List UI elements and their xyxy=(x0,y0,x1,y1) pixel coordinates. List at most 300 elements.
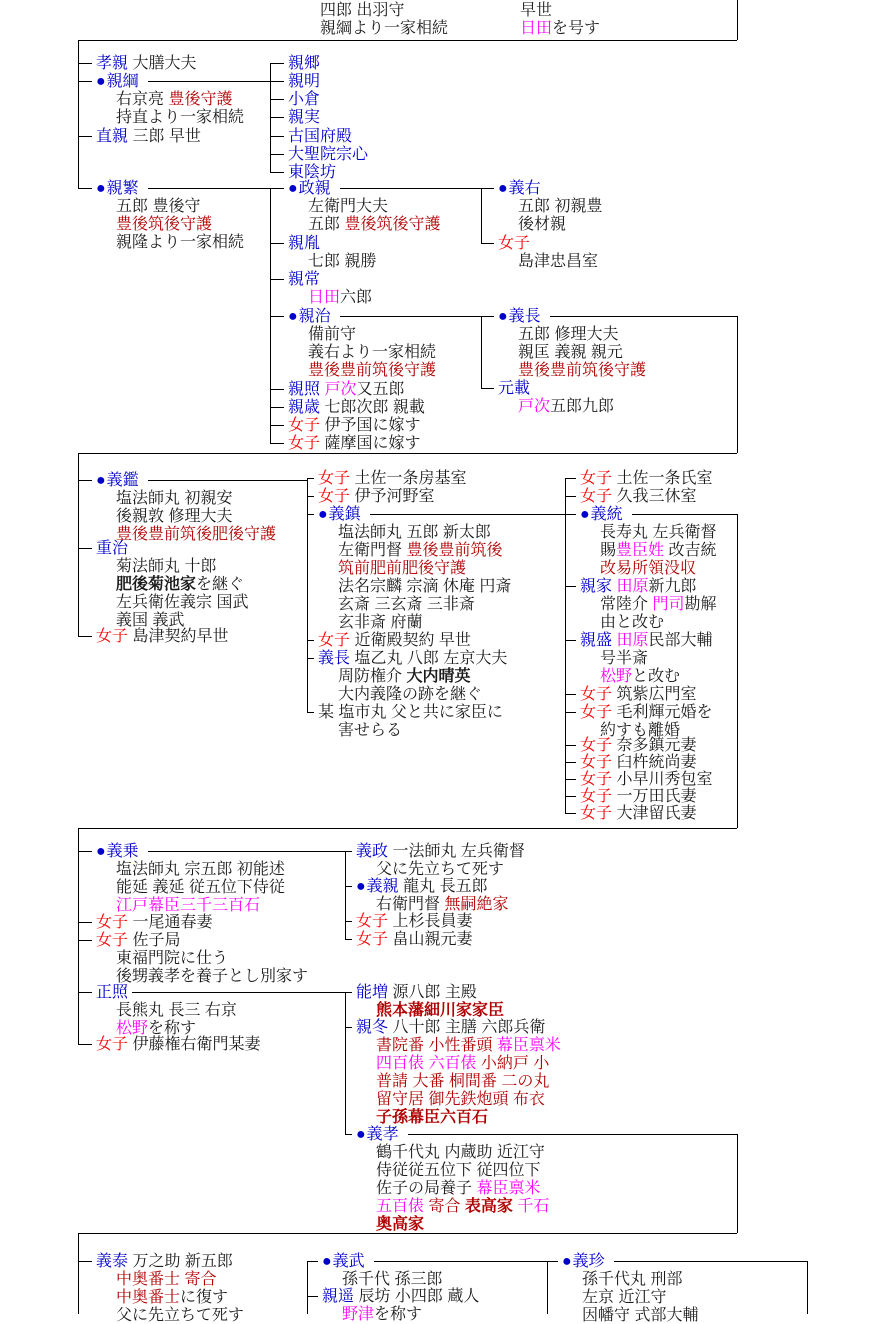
text-run: に復す xyxy=(180,1289,229,1306)
text-run: 父に先立ちて死す xyxy=(116,1307,244,1324)
person-name xyxy=(356,984,477,1001)
person-name xyxy=(580,805,696,822)
text-run: 伊予河野室 xyxy=(350,488,435,505)
text-run: 大聖院宗心 xyxy=(288,146,369,163)
person-name xyxy=(288,55,320,72)
person-detail xyxy=(376,1073,549,1090)
person-detail xyxy=(116,594,248,611)
text-run: 親家 xyxy=(580,578,613,595)
tick-line xyxy=(481,243,494,244)
text-run: 玄非斎 府蘭 xyxy=(338,614,423,631)
text-run: 正照 xyxy=(96,984,129,1001)
person-name xyxy=(498,180,541,197)
text-run: 菊法師丸 十郎 xyxy=(116,558,217,575)
tick-line xyxy=(345,939,352,940)
person-detail xyxy=(338,560,466,577)
person-name xyxy=(580,754,696,771)
person-detail xyxy=(116,198,200,215)
text-run: 某 塩市丸 父と共に家臣に xyxy=(318,704,503,721)
person-detail xyxy=(600,614,664,631)
connector-line xyxy=(408,1134,737,1135)
tick-line xyxy=(547,1261,558,1262)
person-detail xyxy=(308,198,388,215)
tick-line xyxy=(78,922,92,923)
tick-line xyxy=(565,813,576,814)
person-name xyxy=(356,1126,399,1143)
heir-bullet-icon: ● xyxy=(96,73,106,90)
text-run: 親匡 義親 親元 xyxy=(518,344,623,361)
connector-line xyxy=(132,992,345,993)
person-detail xyxy=(600,596,716,613)
text-run: 豊後豊前筑後守護 xyxy=(308,362,437,379)
text-run: 田原 xyxy=(616,578,649,595)
text-run: 小倉 xyxy=(288,91,321,108)
connector-line xyxy=(148,851,345,852)
person-name xyxy=(96,932,180,949)
tick-line xyxy=(307,514,314,515)
text-run: 親冬 xyxy=(356,1019,389,1036)
person-detail xyxy=(376,861,504,878)
person-name xyxy=(322,1253,365,1270)
text-run: 土佐一条氏室 xyxy=(612,470,713,487)
person-name xyxy=(96,1036,260,1053)
tick-line xyxy=(307,478,314,479)
person-detail xyxy=(116,216,212,233)
person-detail xyxy=(116,897,260,914)
person-name xyxy=(96,540,128,557)
person-detail xyxy=(116,526,276,543)
person-name xyxy=(580,771,712,788)
text-run: 豊後筑後守護 xyxy=(344,216,441,233)
person-name xyxy=(356,913,472,930)
tick-line xyxy=(565,640,576,641)
text-run: 女子 xyxy=(580,470,613,487)
text-run: 土佐一条房基室 xyxy=(350,470,467,487)
person-name xyxy=(288,435,420,452)
person-name xyxy=(498,235,530,252)
text-run: 五郎 初親豊 xyxy=(518,198,603,215)
text-run: 早世 xyxy=(520,2,553,19)
person-detail xyxy=(518,398,614,415)
tick-line xyxy=(78,188,92,189)
text-run: 田原 xyxy=(616,632,649,649)
person-name xyxy=(498,380,530,397)
connector-line xyxy=(807,1261,808,1314)
text-run: 備前守 xyxy=(308,326,357,343)
text-run: 女子 xyxy=(288,435,321,452)
tick-line xyxy=(565,796,576,797)
text-run: 後親敦 修理大夫 xyxy=(116,508,233,525)
text-run: 義孝 xyxy=(366,1126,399,1143)
connector-line xyxy=(148,188,270,189)
person-detail xyxy=(338,578,511,595)
text-run: 親盛 xyxy=(580,632,613,649)
tick-line xyxy=(307,1261,318,1262)
text-run: 又五郎 xyxy=(356,381,405,398)
tick-line xyxy=(270,136,284,137)
tick-line xyxy=(78,81,92,82)
text-run: 父に先立ちて死す xyxy=(376,861,504,878)
tick-line xyxy=(345,886,352,887)
text-run: 女子 xyxy=(356,913,389,930)
text-run: 改易所領没収 xyxy=(600,560,697,577)
person-detail xyxy=(376,1091,545,1108)
text-run: 六郎 xyxy=(340,289,373,306)
text-run: 大内義隆の跡を継ぐ xyxy=(338,686,483,703)
connector-line xyxy=(481,188,482,243)
tick-line xyxy=(270,407,284,408)
text-run: 五百俵 xyxy=(376,1198,425,1215)
text-run: 女子 xyxy=(96,914,129,931)
text-run: 能延 義延 従五位下侍従 xyxy=(116,879,285,896)
text-run: 持直より一家相続 xyxy=(116,109,245,126)
tick-line xyxy=(270,316,284,317)
person-name xyxy=(318,488,434,505)
connector-line xyxy=(148,81,270,82)
text-run: 女子 xyxy=(580,771,613,788)
person-detail xyxy=(518,198,602,215)
connector-line xyxy=(632,514,737,515)
heir-bullet-icon: ● xyxy=(498,180,508,197)
text-run: 寄合 xyxy=(428,1198,465,1215)
text-run: 筑紫広門室 xyxy=(612,686,697,703)
text-run: 親照 xyxy=(288,381,321,398)
connector-line xyxy=(340,188,481,189)
text-run: 直親 xyxy=(96,128,129,145)
tick-line xyxy=(78,940,92,941)
text-run: 親明 xyxy=(288,73,321,90)
text-run: 源八郎 主殿 xyxy=(388,984,477,1001)
connector-line xyxy=(78,828,737,829)
tick-line xyxy=(565,745,576,746)
text-run: 左兵衛佐義宗 国武 xyxy=(116,594,249,611)
person-detail xyxy=(308,253,376,270)
person-detail xyxy=(308,289,372,306)
text-run: 親綱 xyxy=(106,73,139,90)
text-run: 一法師丸 左兵衛督 xyxy=(388,843,525,860)
text-run: 豊後筑後守護 xyxy=(116,216,213,233)
text-run: 義長 xyxy=(508,308,541,325)
text-run: 五郎 xyxy=(308,216,345,233)
text-run: 一尾通春妻 xyxy=(128,914,213,931)
text-run: 伊藤権右衛門某妻 xyxy=(128,1036,261,1053)
text-run: 日田 xyxy=(520,20,553,37)
person-name xyxy=(288,91,320,108)
tick-line xyxy=(565,478,576,479)
tick-line xyxy=(345,992,352,993)
text-run: 親遥 xyxy=(322,1288,355,1305)
text-run: 女子 xyxy=(580,788,613,805)
text-run: 義武 xyxy=(332,1253,365,1270)
text-run: 八十郎 主膳 六郎兵衛 xyxy=(388,1019,546,1036)
text-run: 義泰 xyxy=(96,1253,129,1270)
person-name xyxy=(318,470,466,487)
text-run: 豊後豊前筑後肥後守護 xyxy=(116,526,277,543)
text-run: 親繁 xyxy=(106,180,139,197)
person-name xyxy=(356,843,525,860)
text-run: 親常 xyxy=(288,271,321,288)
heir-bullet-icon: ● xyxy=(356,878,366,895)
text-run: 松野 xyxy=(116,1020,149,1037)
text-run: 幕臣禀米 xyxy=(496,1037,561,1054)
tick-line xyxy=(78,992,92,993)
heir-bullet-icon: ● xyxy=(498,308,508,325)
text-run: 右衛門督 xyxy=(376,896,445,913)
tick-line xyxy=(481,188,494,189)
tick-line xyxy=(78,136,92,137)
text-run: 豊後豊前筑後 xyxy=(406,542,503,559)
person-detail xyxy=(338,542,502,559)
connector-line xyxy=(78,40,737,41)
text-run: 小納戸 小 xyxy=(480,1055,550,1072)
text-run: 辰坊 小四郎 蔵人 xyxy=(354,1288,480,1305)
tick-line xyxy=(345,1134,352,1135)
person-detail xyxy=(600,560,696,577)
heir-bullet-icon: ● xyxy=(288,180,298,197)
tick-line xyxy=(270,279,284,280)
person-name xyxy=(288,235,320,252)
text-run: 法名宗麟 宗滴 休庵 円斎 xyxy=(338,578,512,595)
text-run: 女子 xyxy=(96,932,129,949)
text-run: 女子 xyxy=(580,737,613,754)
person-name xyxy=(96,984,128,1001)
text-run: 豊臣姓 xyxy=(616,542,665,559)
person-detail xyxy=(376,1109,488,1126)
tick-line xyxy=(565,779,576,780)
connector-line xyxy=(550,316,737,317)
text-run: 大津留氏妻 xyxy=(612,805,697,822)
person-detail xyxy=(308,344,436,361)
text-run: 由と改む xyxy=(600,614,665,631)
connector-line xyxy=(78,1233,79,1314)
person-name xyxy=(580,578,697,595)
tick-line xyxy=(565,586,576,587)
text-run: 塩法師丸 宗五郎 初能述 xyxy=(116,861,285,878)
text-run: 義長 xyxy=(318,650,351,667)
person-name xyxy=(96,843,139,860)
person-name xyxy=(356,1019,545,1036)
person-detail xyxy=(600,524,716,541)
person-detail xyxy=(338,686,482,703)
person-name xyxy=(288,381,405,398)
person-name xyxy=(96,128,201,145)
text-run: 女子 xyxy=(580,754,613,771)
person-detail xyxy=(376,896,508,913)
tick-line xyxy=(565,496,576,497)
tick-line xyxy=(565,712,576,713)
person-name xyxy=(318,632,471,649)
person-detail xyxy=(116,576,244,593)
tick-line xyxy=(345,851,352,852)
person-name xyxy=(356,878,488,895)
text-run: 佐子の局養子 xyxy=(376,1180,477,1197)
person-detail xyxy=(338,722,402,739)
text-run: 熊本藩細川家家臣 xyxy=(376,1002,505,1019)
text-run: 因幡守 式部大輔 xyxy=(582,1307,699,1324)
person-name xyxy=(288,180,331,197)
person-detail xyxy=(116,490,232,507)
person-detail xyxy=(518,362,646,379)
person-name xyxy=(580,470,712,487)
text-run: 久我三休室 xyxy=(612,488,697,505)
text-run: 塩乙丸 八郎 左京大夫 xyxy=(350,650,508,667)
person-detail xyxy=(518,326,618,343)
text-run: 義親 xyxy=(366,878,399,895)
person-name xyxy=(322,1288,479,1305)
text-run: 五郎 豊後守 xyxy=(116,198,201,215)
text-run: 書院番 小性番頭 xyxy=(376,1037,497,1054)
text-run: 留守居 御先鉄炮頭 布衣 xyxy=(376,1091,545,1108)
text-run: 約すも離婚 xyxy=(600,722,681,739)
tick-line xyxy=(565,762,576,763)
text-run: 義統 xyxy=(590,506,623,523)
text-run: 日田 xyxy=(308,289,341,306)
person-detail xyxy=(376,1216,424,1233)
person-detail xyxy=(320,20,448,37)
heir-bullet-icon: ● xyxy=(96,472,106,489)
person-name xyxy=(580,686,696,703)
text-run: 親郷 xyxy=(288,55,321,72)
person-detail xyxy=(338,668,470,685)
person-detail xyxy=(116,1271,216,1288)
person-detail xyxy=(376,1180,540,1197)
text-run: 戸次 xyxy=(518,398,551,415)
text-run: 孝親 xyxy=(96,55,129,72)
text-run: 後甥義孝を養子とし別家す xyxy=(116,968,309,985)
text-run: 奈多鎮元妻 xyxy=(612,737,697,754)
text-run: 東福門院に仕う xyxy=(116,950,229,967)
person-detail xyxy=(600,650,648,667)
text-run: 無嗣絶家 xyxy=(444,896,509,913)
person-name xyxy=(96,472,139,489)
text-run: 侍従従五位下 従四位下 xyxy=(376,1162,541,1179)
text-run: 塩法師丸 初親安 xyxy=(116,490,233,507)
person-detail xyxy=(116,234,244,251)
heir-bullet-icon: ● xyxy=(96,843,106,860)
person-name xyxy=(96,628,228,645)
connector-line xyxy=(148,480,307,481)
text-run: 門司 xyxy=(652,596,685,613)
text-run: 親綱より一家相続 xyxy=(320,20,449,37)
tick-line xyxy=(78,1044,92,1045)
text-run: 子孫幕臣六百石 xyxy=(376,1109,489,1126)
text-run: 大内晴英 xyxy=(406,668,471,685)
text-run: 新九郎 xyxy=(648,578,697,595)
connector-line xyxy=(78,453,737,454)
tick-line xyxy=(78,636,92,637)
text-run: 小早川秀包室 xyxy=(612,771,713,788)
tick-line xyxy=(78,1261,92,1262)
person-name xyxy=(288,417,420,434)
text-run: 政親 xyxy=(298,180,331,197)
text-run: 民部大輔 xyxy=(648,632,713,649)
text-run: 筑前肥前肥後守護 xyxy=(338,560,467,577)
person-detail xyxy=(376,1198,549,1215)
text-run: 後材親 xyxy=(518,216,567,233)
text-run: 改吉統 xyxy=(664,542,717,559)
person-detail xyxy=(308,326,356,343)
connector-line xyxy=(737,0,738,40)
tick-line xyxy=(270,154,284,155)
text-run: 千石 xyxy=(517,1198,550,1215)
person-name xyxy=(288,308,331,325)
text-run: 七郎 親勝 xyxy=(308,253,377,270)
text-run: 義鎮 xyxy=(328,506,361,523)
person-name xyxy=(562,1253,605,1270)
connector-line xyxy=(78,828,79,1044)
text-run: 島津契約早世 xyxy=(128,628,229,645)
connector-line xyxy=(737,316,738,453)
connector-line xyxy=(78,1233,737,1234)
person-name xyxy=(288,109,320,126)
person-name xyxy=(356,931,472,948)
text-run: 臼杵統尚妻 xyxy=(612,754,697,771)
text-run: 幕臣禀米 xyxy=(476,1180,541,1197)
person-name xyxy=(320,2,404,19)
tick-line xyxy=(270,117,284,118)
connector-line xyxy=(481,316,482,388)
text-run: 親隆より一家相続 xyxy=(116,234,245,251)
person-name xyxy=(96,55,196,72)
person-detail xyxy=(600,668,680,685)
text-run: 塩法師丸 五郎 新太郎 xyxy=(338,524,491,541)
connector-line xyxy=(374,1261,547,1262)
text-run: 親歳 xyxy=(288,399,321,416)
heir-bullet-icon: ● xyxy=(356,1126,366,1143)
text-run: 表高家 xyxy=(464,1198,513,1215)
text-run: 左衛門督 xyxy=(338,542,407,559)
text-run: 義政 xyxy=(356,843,389,860)
text-run: 女子 xyxy=(288,417,321,434)
person-name xyxy=(318,704,503,721)
person-name xyxy=(580,788,696,805)
person-detail xyxy=(116,1289,228,1306)
person-detail xyxy=(338,524,491,541)
text-run: 常陸介 xyxy=(600,596,653,613)
text-run: 四百俵 六百俵 xyxy=(376,1055,481,1072)
person-detail xyxy=(342,1306,422,1323)
text-run: を号す xyxy=(552,20,601,37)
person-detail xyxy=(116,1307,244,1324)
text-run: 奥高家 xyxy=(376,1216,425,1233)
person-name xyxy=(288,271,320,288)
text-run: 義右より一家相続 xyxy=(308,344,437,361)
text-run: 畠山親元妻 xyxy=(388,931,473,948)
person-detail xyxy=(582,1289,666,1306)
heir-bullet-icon: ● xyxy=(322,1253,332,1270)
text-run: 島津忠昌室 xyxy=(518,253,599,270)
person-name xyxy=(288,73,320,90)
text-run: 戸次 xyxy=(324,381,357,398)
text-run: 近衛殿契約 早世 xyxy=(350,632,471,649)
heir-bullet-icon: ● xyxy=(288,308,298,325)
tick-line xyxy=(270,81,284,82)
text-run: 女子 xyxy=(96,628,129,645)
text-run: 松野 xyxy=(600,668,633,685)
person-detail xyxy=(116,950,228,967)
person-detail xyxy=(376,1037,561,1054)
tick-line xyxy=(78,63,92,64)
text-run: 佐子局 xyxy=(128,932,181,949)
tick-line xyxy=(270,188,284,189)
person-detail xyxy=(308,216,440,233)
person-detail xyxy=(116,558,216,575)
text-run: 女子 xyxy=(96,1036,129,1053)
person-detail xyxy=(376,1055,549,1072)
text-run: 中奥番士 寄合 xyxy=(116,1271,217,1288)
text-run: 大膳大夫 xyxy=(128,55,197,72)
person-name xyxy=(96,73,139,90)
